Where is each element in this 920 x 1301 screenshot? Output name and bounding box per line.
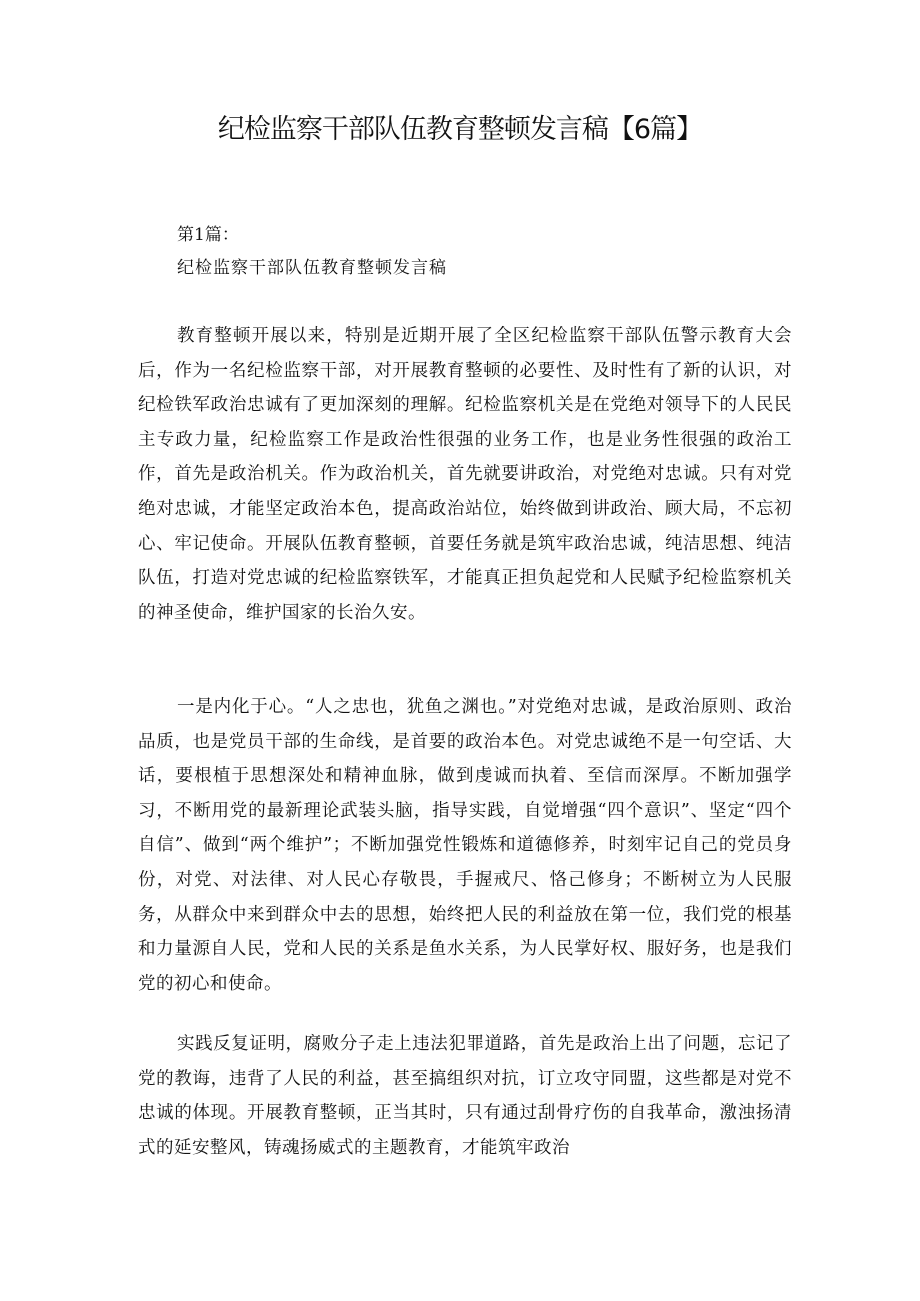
document-title: 纪检监察干部队伍教育整顿发言稿【6篇】: [217, 114, 703, 145]
section-title: 纪检监察干部队伍教育整顿发言稿: [177, 258, 447, 278]
section-label: 第1篇：: [177, 225, 239, 245]
paragraph-2: 一是内化于心。“人之忠也，犹鱼之渊也。”对党绝对忠诚，是政治原则、政治品质，也是党员干部的生命线，是首要的政治本色。对党忠诚绝不是一句空话、大话，要根植于思想深处和精神血脉，做到虔诚而执着、至信而深厚。不断加强学习，不断用党的最新理论武装头脑，指导实践，自觉增强“四个意识”、坚定“四个自信”、做到“两个维护”；不断加强党性锻炼和道德修养，时刻牢记自己的党员身份，对党、对法律、对人民心存敬畏，手握戒尺、恪己修身；不断树立为人民服务，从群众中来到群众中去的思想，始终把人民的利益放在第一位，我们党的根基和力量源自人民，党和人民的关系是鱼水关系，为人民掌好权、服好务，也是我们党的初心和使命。: [138, 697, 792, 994]
paragraph-3: 实践反复证明，腐败分子走上违法犯罪道路，首先是政治上出了问题，忘记了党的教诲，违背了人民的利益，甚至搞组织对抗，订立攻守同盟，这些都是对党不忠诚的体现。开展教育整顿，正当其时，只有通过刮骨疗伤的自我革命，激浊扬清式的延安整风，铸魂扬威式的主题教育，才能筑牢政治: [138, 1034, 792, 1158]
paragraph-1: 教育整顿开展以来，特别是近期开展了全区纪检监察干部队伍警示教育大会后，作为一名纪检监察干部，对开展教育整顿的必要性、及时性有了新的认识，对纪检铁军政治忠诚有了更加深刻的理解。纪检监察机关是在党绝对领导下的人民民主专政力量，纪检监察工作是政治性很强的业务工作，也是业务性很强的政治工作，首先是政治机关。作为政治机关，首先就要讲政治，对党绝对忠诚。只有对党绝对忠诚，才能坚定政治本色，提高政治站位，始终做到讲政治、顾大局，不忘初心、牢记使命。开展队伍教育整顿，首要任务就是筑牢政治忠诚，纯洁思想、纯洁队伍，打造对党忠诚的纪检监察铁军，才能真正担负起党和人民赋予纪检监察机关的神圣使命，维护国家的长治久安。: [138, 326, 792, 623]
